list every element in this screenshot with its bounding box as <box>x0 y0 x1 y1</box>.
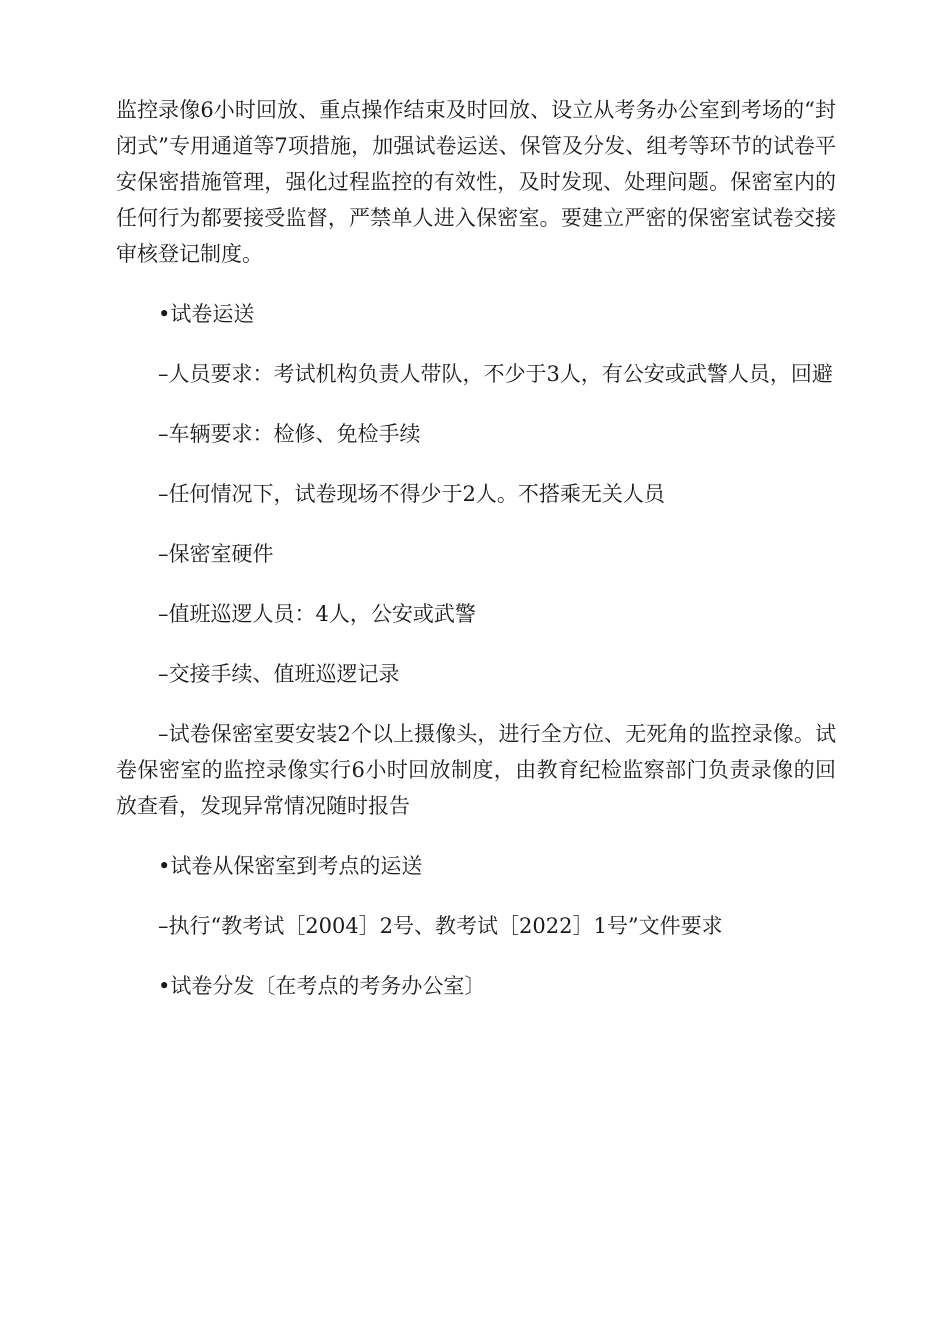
bullet-heading-vault-to-site: •试卷从保密室到考点的运送 <box>158 854 423 878</box>
item-camera-requirement: –试卷保密室要安装2个以上摄像头，进行全方位、无死角的监控录像。试卷保密室的监控录像实行6小时回放制度，由教育纪检监察部门负责录像的回放查看，发现异常情况随时报告 <box>116 722 836 818</box>
item-onsite-staff: –任何情况下，试卷现场不得少于2人。不搭乘无关人员 <box>158 482 665 506</box>
document-page <box>116 92 836 1004</box>
bullet-heading-distribution: •试卷分发〔在考点的考务办公室〕 <box>158 974 486 998</box>
item-patrol-staff: –值班巡逻人员：4人，公安或武警 <box>158 602 476 626</box>
item-personnel-requirement: –人员要求：考试机构负责人带队，不少于3人，有公安或武警人员，回避 <box>158 362 833 386</box>
bullet-heading-transport: •试卷运送 <box>158 302 255 326</box>
item-vault-hardware: –保密室硬件 <box>158 542 274 566</box>
item-vehicle-requirement: –车辆要求：检修、免检手续 <box>158 422 421 446</box>
item-document-requirement: –执行“教考试［2004］2号、教考试［2022］1号”文件要求 <box>158 914 723 938</box>
item-handover-records: –交接手续、值班巡逻记录 <box>158 662 400 686</box>
body-paragraph: 监控录像6小时回放、重点操作结束及时回放、设立从考务办公室到考场的“封闭式”专用通道等7项措施，加强试卷运送、保管及分发、组考等环节的试卷平安保密措施管理，强化过程监控的有效性，及时发现、处理问题。保密室内的任何行为都要接受监督，严禁单人进入保密室。要建立严密的保密室试卷交接审核登记制度。 <box>116 98 836 266</box>
